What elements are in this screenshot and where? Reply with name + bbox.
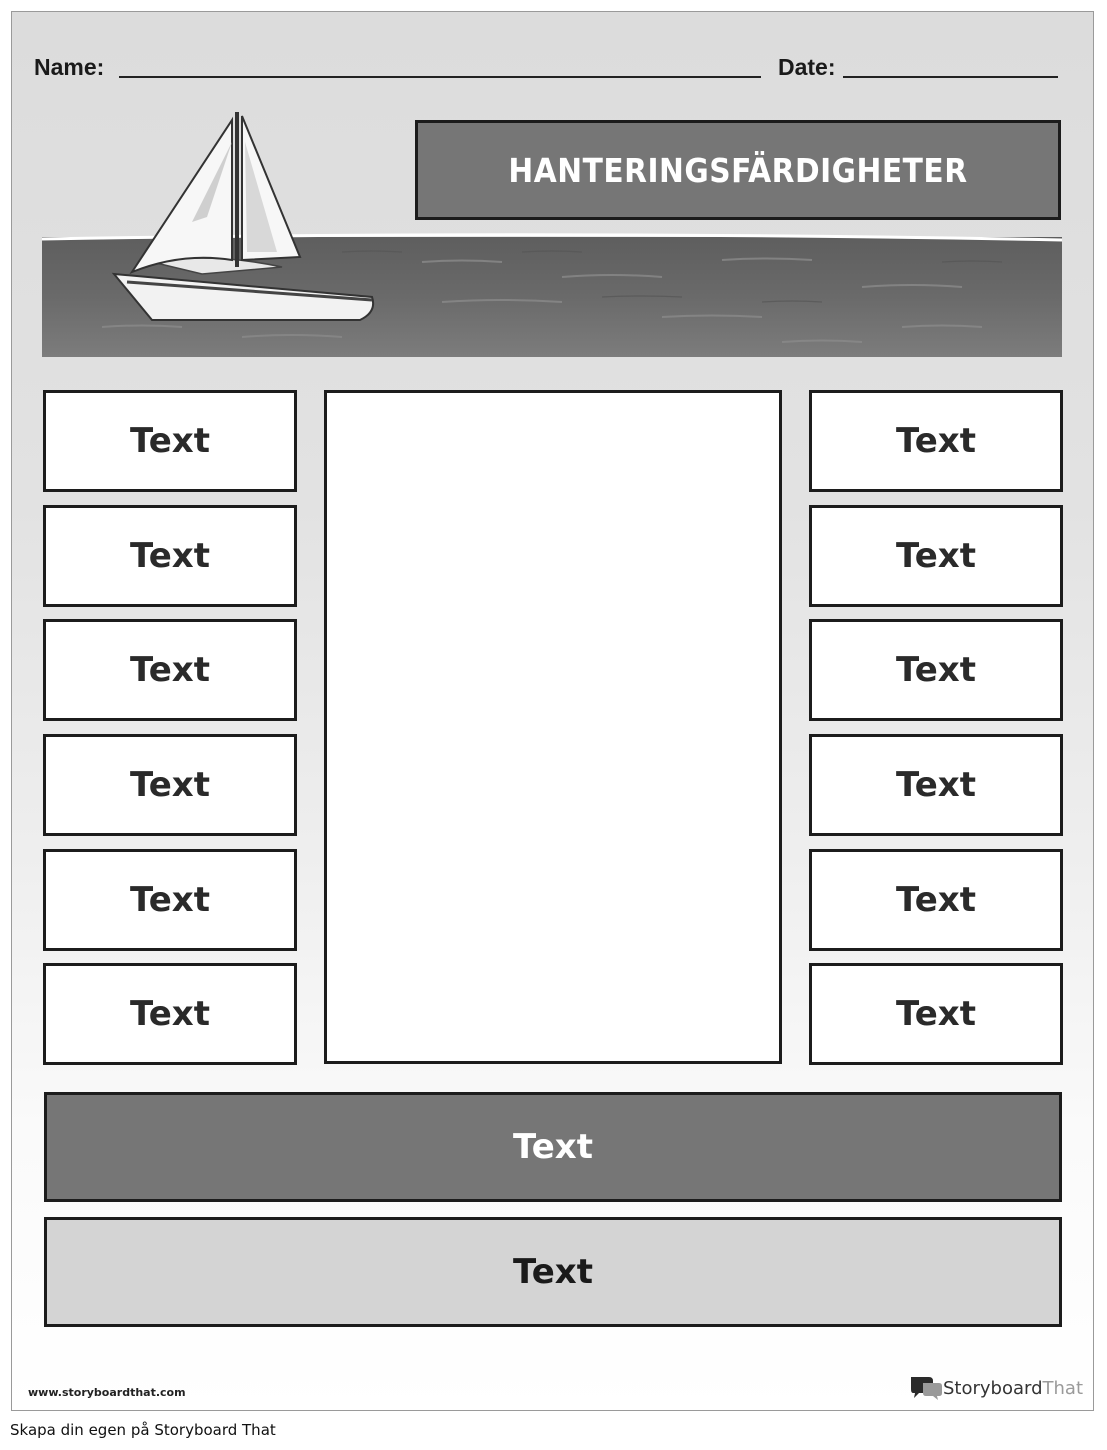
date-label: Date: — [778, 54, 836, 80]
right-text-box-3[interactable]: Text — [809, 619, 1063, 721]
bottom-dark-text-box[interactable]: Text — [44, 1092, 1062, 1202]
left-text-box-2[interactable]: Text — [43, 505, 297, 607]
right-text-box-2[interactable]: Text — [809, 505, 1063, 607]
right-text-box-6[interactable]: Text — [809, 963, 1063, 1065]
worksheet — [11, 11, 1094, 1411]
left-text-box-4[interactable]: Text — [43, 734, 297, 836]
logo-text-storyboard: Storyboard — [943, 1377, 1043, 1399]
logo-text-that: That — [1042, 1377, 1084, 1399]
storyboardthat-logo[interactable] — [909, 1374, 1083, 1402]
logo-text — [943, 1378, 1083, 1399]
center-drawing-panel[interactable] — [324, 390, 782, 1064]
speech-bubbles-icon — [909, 1375, 943, 1401]
name-label: Name: — [34, 54, 105, 80]
page-caption: Skapa din egen på Storyboard That — [10, 1421, 276, 1439]
left-text-box-6[interactable]: Text — [43, 963, 297, 1065]
left-text-box-5[interactable]: Text — [43, 849, 297, 951]
date-line — [843, 76, 1058, 78]
worksheet-title: HANTERINGSFÄRDIGHETER — [415, 120, 1061, 220]
right-text-box-4[interactable]: Text — [809, 734, 1063, 836]
right-text-box-5[interactable]: Text — [809, 849, 1063, 951]
left-text-box-1[interactable]: Text — [43, 390, 297, 492]
right-text-box-1[interactable]: Text — [809, 390, 1063, 492]
left-text-box-3[interactable]: Text — [43, 619, 297, 721]
footer-url[interactable]: www.storyboardthat.com — [28, 1386, 186, 1399]
bottom-light-text-box[interactable]: Text — [44, 1217, 1062, 1327]
name-line — [119, 76, 761, 78]
